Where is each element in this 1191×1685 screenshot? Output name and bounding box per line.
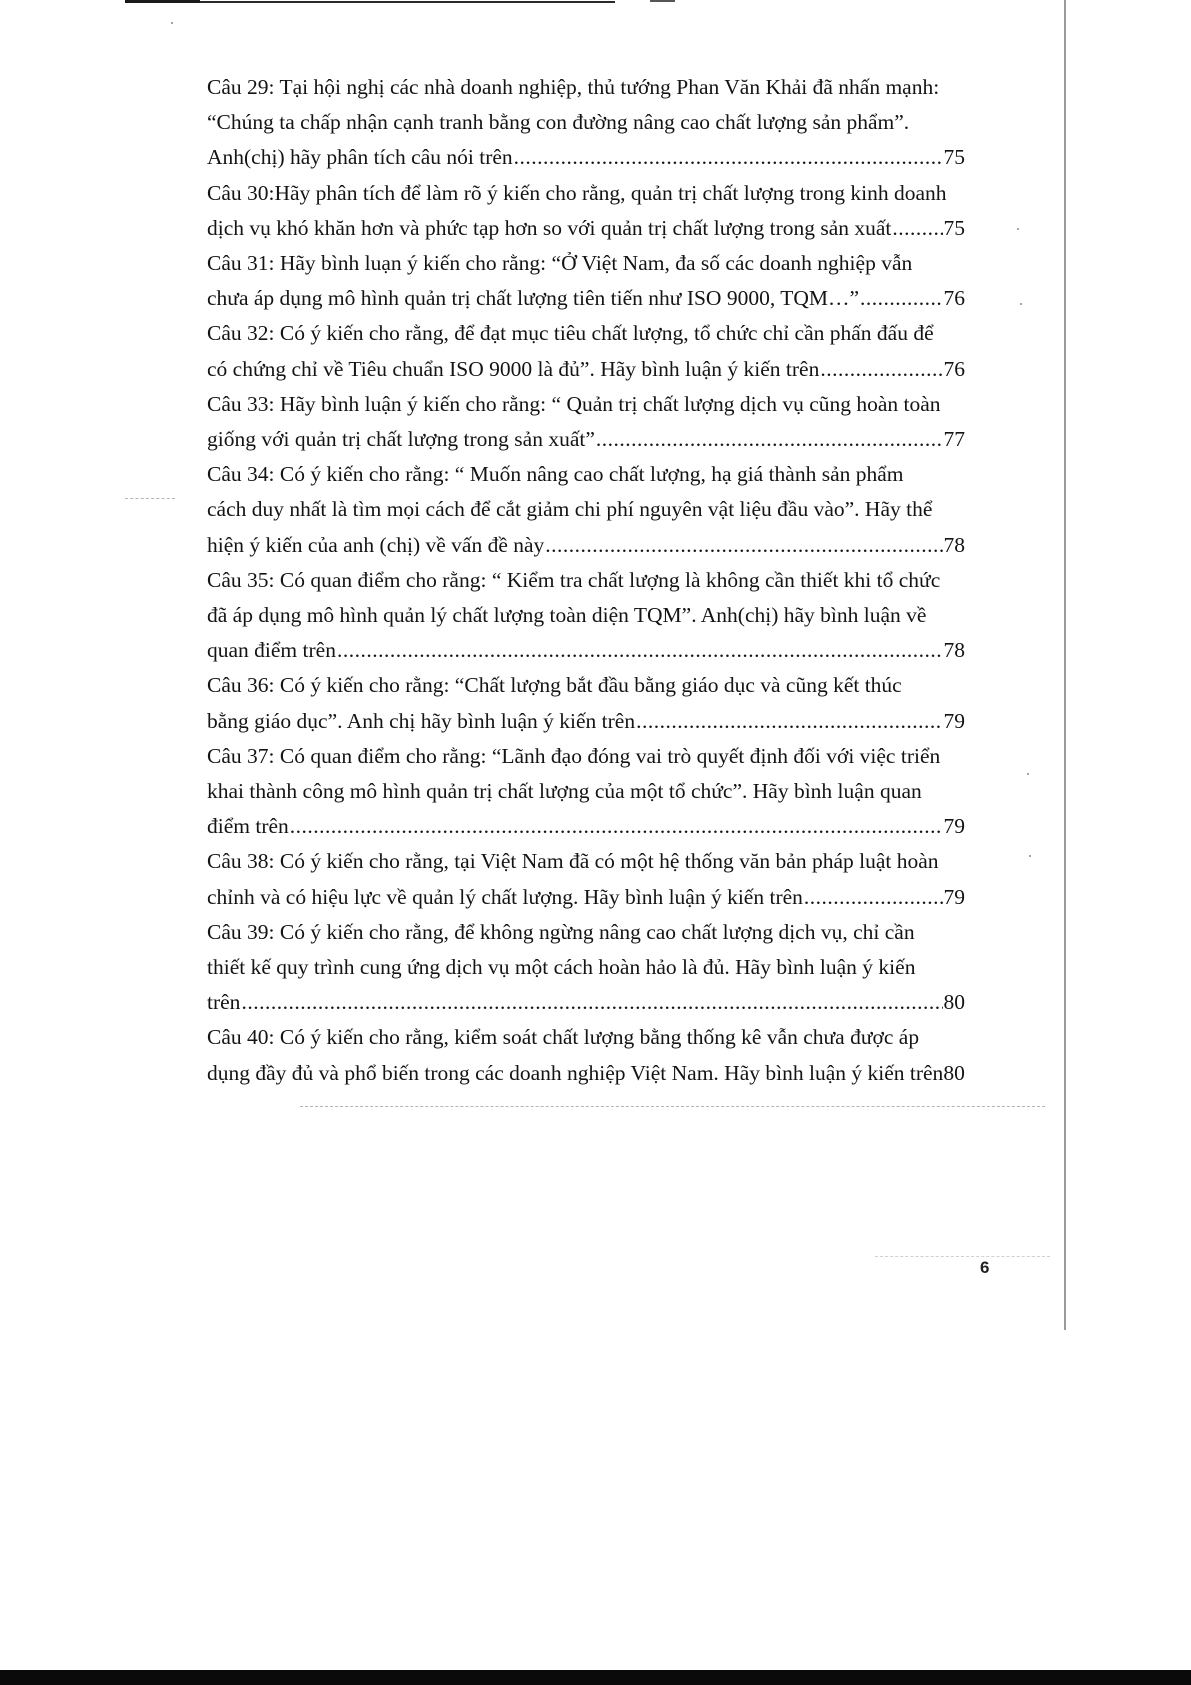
toc-entry-text: chỉnh và có hiệu lực về quản lý chất lượng. Hãy bình luận ý kiến trên xyxy=(207,884,803,909)
toc-entry xyxy=(207,387,1022,457)
toc-entry-line: Câu 39: Có ý kiến cho rằng, để không ngừng nâng cao chất lượng dịch vụ, chỉ cần xyxy=(207,919,915,944)
toc-leader-dots xyxy=(290,809,943,844)
toc-entry-line: Câu 40: Có ý kiến cho rằng, kiểm soát chất lượng bằng thống kê vẫn chưa được áp xyxy=(207,1025,920,1050)
toc-entry-last-line xyxy=(207,1056,1012,1091)
toc-entry-text: bằng giáo dục”. Anh chị hãy bình luận ý kiến trên xyxy=(207,708,636,733)
toc-entry-text: trên xyxy=(207,990,241,1015)
scan-edge-right xyxy=(1064,0,1066,1330)
toc-entry-line: Câu 35: Có quan điểm cho rằng: “ Kiểm tra chất lượng là không cần thiết khi tổ chức xyxy=(207,567,941,592)
toc-entry-text: giống với quản trị chất lượng trong sản xuất” xyxy=(207,427,595,452)
toc-entry-text: quan điểm trên xyxy=(207,638,336,663)
toc-leader-dots xyxy=(514,140,943,175)
page-number: 6 xyxy=(980,1258,990,1277)
scan-edge-bottom xyxy=(0,1670,1191,1685)
toc-page-number: 78 xyxy=(943,638,965,663)
toc-entry-line: Câu 37: Có quan điểm cho rằng: “Lãnh đạo đóng vai trò quyết định đối với việc triển xyxy=(207,743,941,768)
scan-dash-mark xyxy=(125,498,175,499)
toc-page-number: 75 xyxy=(943,145,965,170)
toc-entry-text: dụng đầy đủ và phổ biến trong các doanh nghiệp Việt Nam. Hãy bình luận ý kiến trên xyxy=(207,1060,944,1085)
toc-leader-dots xyxy=(820,352,942,387)
toc-leader-dots xyxy=(860,281,942,316)
toc-entry xyxy=(207,457,1022,563)
scan-edge-top xyxy=(200,1,615,3)
scan-speck xyxy=(1029,855,1031,857)
toc-entry-line: Câu 36: Có ý kiến cho rằng: “Chất lượng bắt đầu bằng giáo dục và cũng kết thúc xyxy=(207,673,902,698)
toc-entry-text: hiện ý kiến của anh (chị) về vấn đề này xyxy=(207,532,545,557)
toc-page-number: 75 xyxy=(943,215,965,240)
toc-entry-line: Câu 31: Hãy bình luạn ý kiến cho rằng: “Ở Việt Nam, đa số các doanh nghiệp vẫn xyxy=(207,251,913,276)
toc-leader-dots xyxy=(337,633,943,668)
toc-leader-dots xyxy=(545,528,942,563)
toc-page-number: 76 xyxy=(943,356,965,381)
toc-entry-line: thiết kế quy trình cung ứng dịch vụ một cách hoàn hảo là đủ. Hãy bình luận ý kiến xyxy=(207,955,916,980)
scan-dash-line xyxy=(300,1106,1045,1107)
scan-dash-mark xyxy=(875,1256,1050,1257)
toc-leader-dots xyxy=(636,704,942,739)
toc-entry-line: Câu 38: Có ý kiến cho rằng, tại Việt Nam đã có một hệ thống văn bản pháp luật hoàn xyxy=(207,849,939,874)
toc-entry-last-line xyxy=(207,809,965,844)
toc-entry-line: khai thành công mô hình quản trị chất lượng của một tổ chức”. Hãy bình luận quan xyxy=(207,779,922,804)
toc-leader-dots xyxy=(596,422,943,457)
toc-entry-line: cách duy nhất là tìm mọi cách để cắt giảm chi phí nguyên vật liệu đầu vào”. Hãy thể xyxy=(207,497,933,522)
toc-entry-last-line xyxy=(207,211,965,246)
toc-page-number: 79 xyxy=(943,884,965,909)
toc-entry-line: đã áp dụng mô hình quản lý chất lượng toàn diện TQM”. Anh(chị) hãy bình luận về xyxy=(207,603,927,628)
toc-entry-last-line xyxy=(207,281,965,316)
toc-entry xyxy=(207,246,1022,316)
toc-entry-last-line xyxy=(207,422,965,457)
toc-entry-line: Câu 34: Có ý kiến cho rằng: “ Muốn nâng cao chất lượng, hạ giá thành sản phẩm xyxy=(207,462,904,487)
toc-page-number: 77 xyxy=(943,427,965,452)
toc-entry-last-line xyxy=(207,985,965,1020)
toc-entry-line: “Chúng ta chấp nhận cạnh tranh bằng con đường nâng cao chất lượng sản phẩm”. xyxy=(207,110,910,135)
toc-entry-line: Câu 32: Có ý kiến cho rằng, để đạt mục tiêu chất lượng, tổ chức chỉ cần phấn đấu để xyxy=(207,321,934,346)
toc-page-number: 78 xyxy=(943,532,965,557)
toc-page-number: 80 xyxy=(943,1060,965,1085)
toc-entry-line: Câu 29: Tại hội nghị các nhà doanh nghiệp, thủ tướng Phan Văn Khải đã nhấn mạnh: xyxy=(207,75,940,99)
toc-entry-line: Câu 33: Hãy bình luận ý kiến cho rằng: “ Quản trị chất lượng dịch vụ cũng hoàn toàn xyxy=(207,391,941,416)
toc-entry xyxy=(207,1020,1022,1090)
toc-entry-text: chưa áp dụng mô hình quản trị chất lượng tiên tiến như ISO 9000, TQM…” xyxy=(207,286,860,311)
toc-entry xyxy=(207,176,1022,246)
toc-entry xyxy=(207,844,1022,914)
toc-entry-last-line xyxy=(207,704,965,739)
toc-leader-dots xyxy=(241,985,942,1020)
toc-leader-dots xyxy=(804,880,943,915)
toc-entry xyxy=(207,70,1022,176)
toc-entry-last-line xyxy=(207,528,965,563)
toc-page-number: 80 xyxy=(943,990,965,1015)
scan-edge-top xyxy=(650,0,675,2)
toc-entry xyxy=(207,739,1022,845)
toc-entry-text: dịch vụ khó khăn hơn và phức tạp hơn so với quản trị chất lượng trong sản xuất xyxy=(207,215,892,240)
toc-entry-text: Anh(chị) hãy phân tích câu nói trên xyxy=(207,145,513,170)
toc-entry xyxy=(207,915,1022,1021)
toc-entry-last-line xyxy=(207,880,965,915)
toc-page-number: 79 xyxy=(943,814,965,839)
toc-entry xyxy=(207,316,1022,386)
toc-entry-text: điểm trên xyxy=(207,814,289,839)
toc-entry-last-line xyxy=(207,140,965,175)
toc-page-number: 79 xyxy=(943,708,965,733)
toc-entry-text: có chứng chỉ về Tiêu chuẩn ISO 9000 là đủ”. Hãy bình luận ý kiến trên xyxy=(207,356,820,381)
toc-entry xyxy=(207,668,1022,738)
toc-entry-line: Câu 30:Hãy phân tích để làm rõ ý kiến cho rằng, quản trị chất lượng trong kinh doanh xyxy=(207,180,947,205)
toc-entry-last-line xyxy=(207,352,965,387)
toc-entry xyxy=(207,563,1022,669)
scan-speck xyxy=(1027,773,1029,775)
toc-leader-dots xyxy=(892,211,942,246)
scan-edge-top xyxy=(125,0,200,3)
scan-speck xyxy=(171,22,173,24)
table-of-contents xyxy=(207,70,1022,1091)
toc-entry-last-line xyxy=(207,633,965,668)
toc-page-number: 76 xyxy=(943,286,965,311)
